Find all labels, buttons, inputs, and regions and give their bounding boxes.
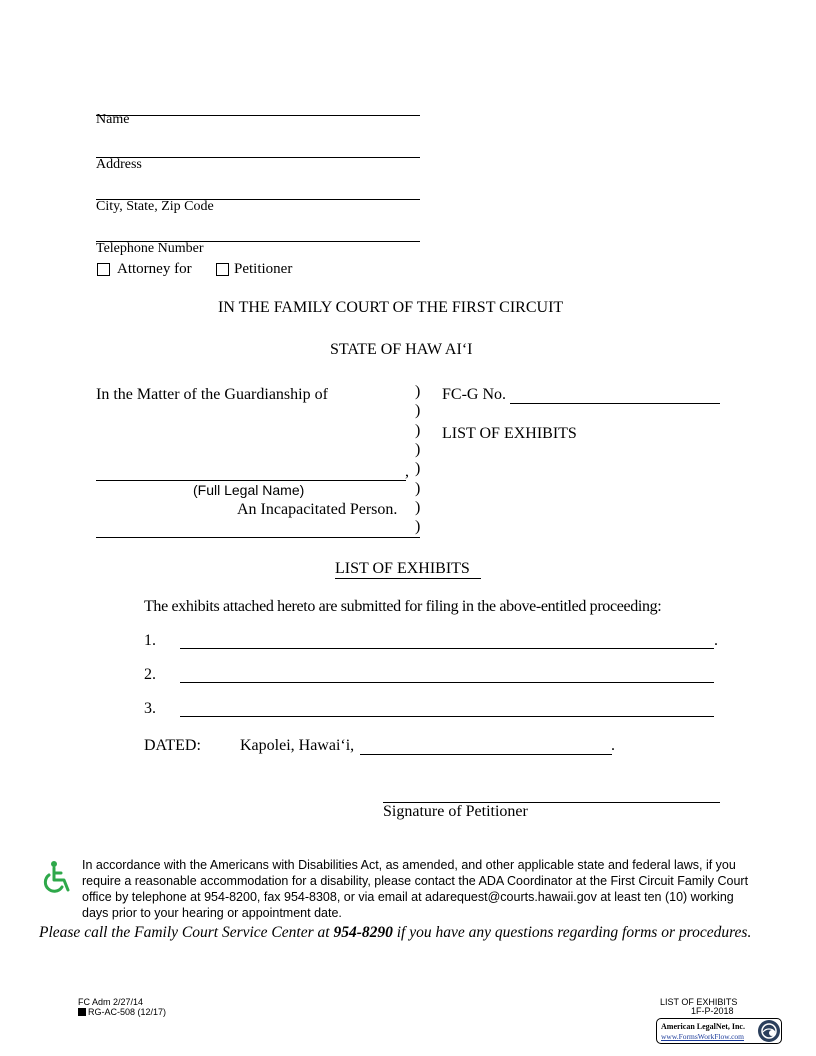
exhibit-line-1[interactable] xyxy=(180,648,714,649)
ada-line-2: require a reasonable accommodation for a disability, please contact the ADA Coordinator at the First Circuit Family Court xyxy=(82,874,749,888)
dated-period: . xyxy=(611,737,615,754)
service-center-notice xyxy=(39,924,751,942)
name-line[interactable] xyxy=(96,115,420,116)
legal-name-line[interactable] xyxy=(96,480,406,481)
exhibit-number-3: 3. xyxy=(144,700,156,717)
ada-line-1: In accordance with the Americans with Disabilities Act, as amended, and other applicable state and federal laws, if you xyxy=(82,858,736,872)
exhibit-number-1: 1. xyxy=(144,632,156,649)
caption-paren: ) xyxy=(415,480,421,497)
caption-paren: ) xyxy=(415,518,421,535)
heading-underline xyxy=(335,578,481,579)
caption-paren: ) xyxy=(415,460,421,477)
legalnet-url: www.FormsWorkFlow.com xyxy=(661,1032,745,1041)
footer-badge-icon xyxy=(78,1008,86,1016)
caption-paren: ) xyxy=(415,383,421,400)
court-title: IN THE FAMILY COURT OF THE FIRST CIRCUIT xyxy=(218,299,564,316)
address-line[interactable] xyxy=(96,157,420,158)
telephone-label: Telephone Number xyxy=(96,241,204,256)
footer-form-date: FC Adm 2/27/14 xyxy=(78,997,144,1007)
footer-title: LIST OF EXHIBITS xyxy=(660,997,738,1007)
dated-line[interactable] xyxy=(360,754,612,755)
exhibits-heading: LIST OF EXHIBITS xyxy=(335,560,470,577)
court-state: STATE OF HAW AI‘I xyxy=(330,341,473,358)
exhibit-number-2: 2. xyxy=(144,666,156,683)
service-phone: 954-8290 xyxy=(333,924,393,941)
service-suffix: if you have any questions regarding forms or procedures. xyxy=(392,924,752,941)
case-no-label: FC-G No. xyxy=(442,386,507,403)
legalnet-badge xyxy=(656,1018,782,1044)
city-label: City, State, Zip Code xyxy=(96,199,214,214)
intro-text: The exhibits attached hereto are submitted for filing in the above-entitled proceeding: xyxy=(144,598,662,615)
footer-form-number: RG-AC-508 (12/17) xyxy=(88,1007,167,1017)
ada-line-3: office by telephone at 954-8200, fax 954-8308, or via email at adarequest@courts.hawaii.gov at least ten (10) working xyxy=(82,890,734,904)
case-no-line[interactable] xyxy=(510,403,720,404)
exhibit-line-1-period: . xyxy=(714,632,718,649)
dated-location: Kapolei, Hawai‘i, xyxy=(240,737,355,754)
address-label: Address xyxy=(96,157,142,172)
caption-paren: ) xyxy=(415,499,421,516)
caption-paren: ) xyxy=(415,422,421,439)
ada-line-4: days prior to your hearing or appointment date. xyxy=(82,906,342,920)
legalnet-brand: American LegalNet, Inc. xyxy=(661,1022,745,1031)
exhibit-line-2[interactable] xyxy=(180,682,714,683)
caption-bottom-line xyxy=(96,537,420,538)
legal-name-comma: , xyxy=(405,463,409,480)
signature-label: Signature of Petitioner xyxy=(383,803,528,820)
document-title: LIST OF EXHIBITS xyxy=(442,425,577,442)
petitioner-label: Petitioner xyxy=(234,261,293,277)
legal-name-label: (Full Legal Name) xyxy=(193,482,305,498)
caption-paren: ) xyxy=(415,402,421,419)
matter-label: In the Matter of the Guardianship of xyxy=(96,386,328,403)
attorney-for-checkbox[interactable] xyxy=(97,263,110,276)
petitioner-checkbox[interactable] xyxy=(216,263,229,276)
service-prefix: Please call the Family Court Service Center at xyxy=(39,924,334,941)
dated-label: DATED: xyxy=(144,737,201,754)
attorney-for-label: Attorney for xyxy=(117,261,192,277)
globe-icon xyxy=(758,1020,780,1042)
incapacitated-label: An Incapacitated Person. xyxy=(237,501,398,518)
caption-paren: ) xyxy=(415,441,421,458)
name-label: Name xyxy=(96,112,130,127)
footer-code: 1F-P-2018 xyxy=(691,1006,734,1016)
exhibit-line-3[interactable] xyxy=(180,716,714,717)
wheelchair-icon xyxy=(40,860,74,896)
